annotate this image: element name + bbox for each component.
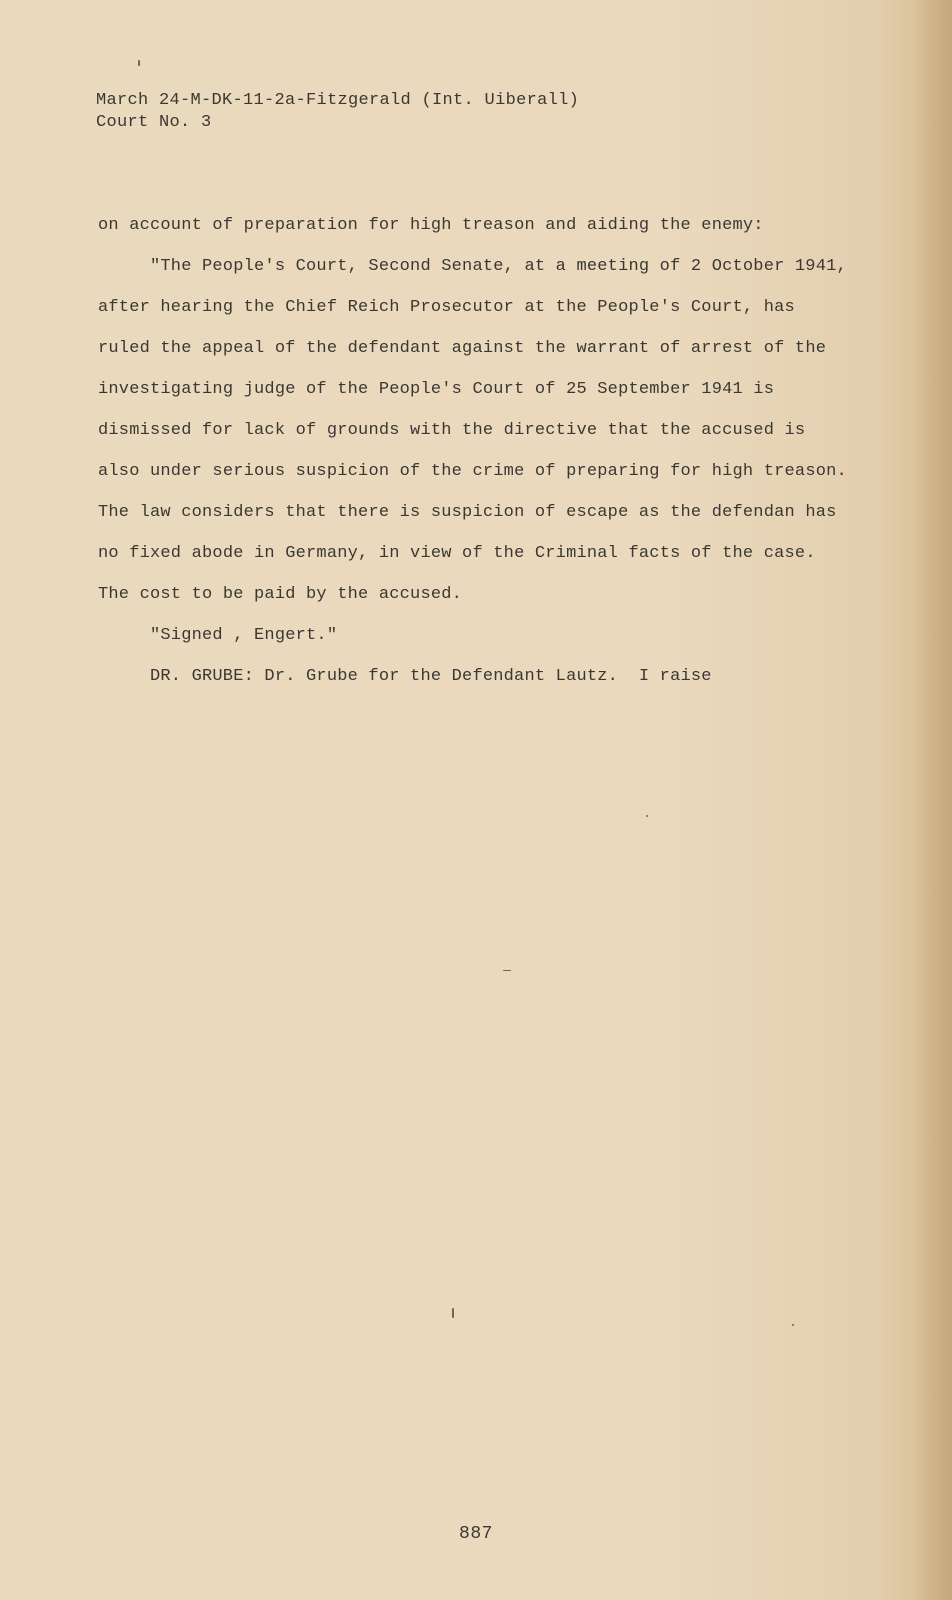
paper-speck xyxy=(503,970,511,971)
transcript-line-5: investigating judge of the People's Court of 25 September 1941 is xyxy=(98,380,775,399)
transcript-line-signature: "Signed , Engert." xyxy=(150,626,338,645)
transcript-line-speaker: DR. GRUBE: Dr. Grube for the Defendant Lautz. I raise xyxy=(150,667,712,686)
transcript-line-10: The cost to be paid by the accused. xyxy=(98,585,463,604)
paper-speck xyxy=(792,1324,794,1326)
transcript-line-7: also under serious suspicion of the crime of preparing for high treason. xyxy=(98,462,847,481)
transcript-line-3: after hearing the Chief Reich Prosecutor at the People's Court, has xyxy=(98,298,795,317)
page-number: 887 xyxy=(459,1524,493,1544)
transcript-body xyxy=(98,215,847,707)
transcript-line-8: The law considers that there is suspicion of escape as the defendan has xyxy=(98,503,837,522)
transcript-line-2: "The People's Court, Second Senate, at a meeting of 2 October 1941, xyxy=(150,257,847,276)
paper-speck xyxy=(452,1308,454,1318)
paper-speck xyxy=(646,815,648,817)
transcript-line-9: no fixed abode in Germany, in view of the Criminal facts of the case. xyxy=(98,544,816,563)
page-edge-shadow xyxy=(912,0,952,1600)
transcript-line-4: ruled the appeal of the defendant against the warrant of arrest of the xyxy=(98,339,827,358)
document-header xyxy=(96,90,579,134)
transcript-line-1: on account of preparation for high treason and aiding the enemy: xyxy=(98,216,764,235)
transcript-line-6: dismissed for lack of grounds with the directive that the accused is xyxy=(98,421,806,440)
paper-speck xyxy=(138,60,140,66)
header-case-reference: March 24-M-DK-11-2a-Fitzgerald (Int. Uiberall) xyxy=(96,91,580,110)
header-court-number: Court No. 3 xyxy=(96,113,212,132)
